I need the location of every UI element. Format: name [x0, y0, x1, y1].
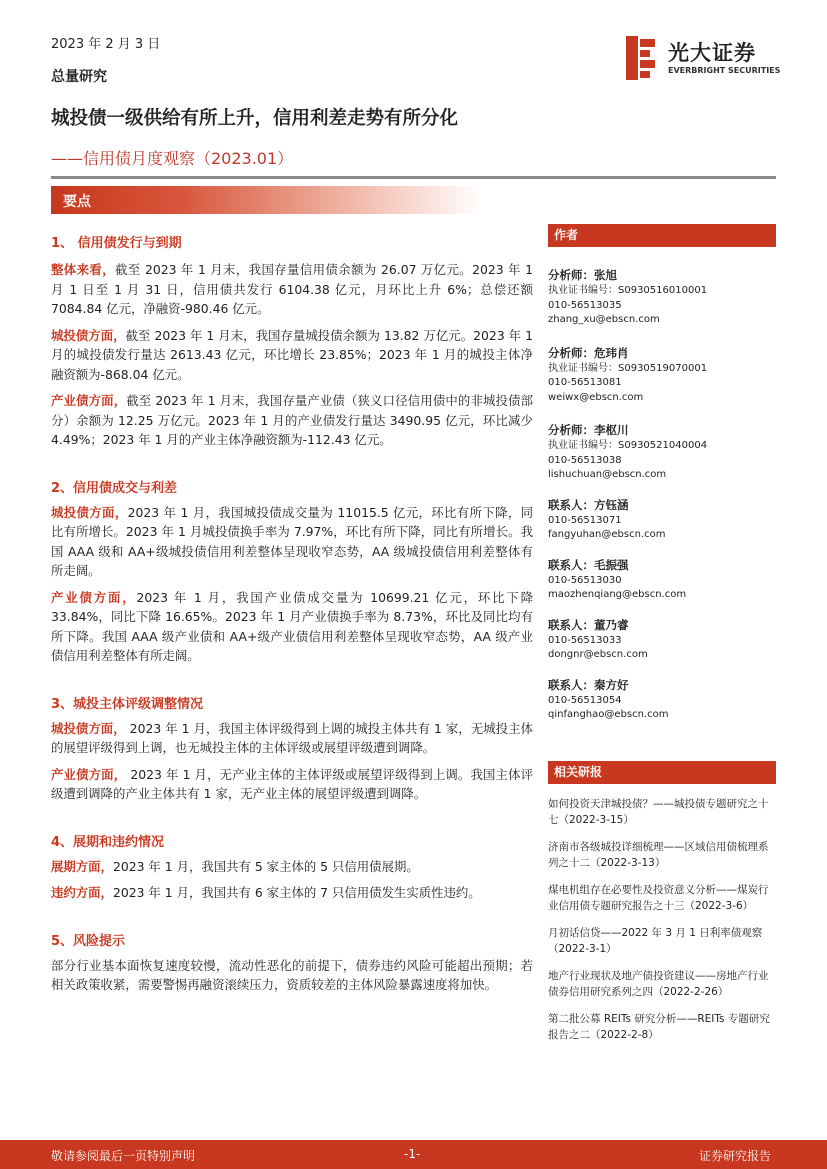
- paragraph-lead: 城投债方面，: [51, 327, 126, 343]
- related-report-link[interactable]: 月初话信贷——2022 年 3 月 1 日利率债观察（2022-3-1）: [548, 926, 763, 955]
- paragraph-text: 2023 年 1 月，我国城投债成交量为 11015.5 亿元，环比有所下降，同比有所增长。2023 年 1 月城投债换手率为 7.97%，环比有所下降，同比有所增长。我国 AAA 级和 AA+级城投债信用利差整体呈现收窄态势，AA 级城投债信用利差整体有所走阔。: [51, 504, 533, 578]
- contact-card: [548, 617, 776, 663]
- paragraph: [51, 765, 533, 804]
- section-heading: 2、信用债成交与利差: [51, 480, 178, 496]
- report-category: 总量研究: [51, 69, 107, 85]
- paragraph-lead: 城投债方面，: [51, 720, 126, 736]
- paragraph-lead: 违约方面，: [51, 885, 113, 900]
- section-heading: 4、展期和违约情况: [51, 834, 165, 850]
- contact-card: [548, 677, 776, 723]
- section: [51, 831, 533, 853]
- key-points-banner: [51, 186, 481, 214]
- author-phone: 010-56513038: [548, 454, 622, 466]
- banner-label: 要点: [63, 194, 91, 210]
- section-heading: 3、城投主体评级调整情况: [51, 696, 204, 712]
- section-heading: 1、 信用债发行与到期: [51, 236, 182, 251]
- related-report-link[interactable]: 地产行业现状及地产债投资建议——房地产行业债券信用研究系列之四（2022-2-26）: [548, 969, 769, 998]
- logo-subtext: EVERBRIGHT SECURITIES: [668, 66, 781, 75]
- footer-disclaimer[interactable]: 敬请参阅最后一页特别声明: [51, 1149, 196, 1163]
- sidebar: [548, 224, 776, 1044]
- section: [51, 232, 533, 254]
- author-card: [548, 345, 776, 406]
- contact-name: 联系人：董乃睿: [548, 617, 629, 632]
- paragraph-lead: 城投债方面，: [51, 504, 128, 520]
- paragraph: [51, 503, 533, 581]
- author-name: 分析师：李枢川: [548, 423, 629, 437]
- related-report-link[interactable]: 如何投资天津城投债？——城投债专题研究之十七（2022-3-15）: [548, 797, 769, 826]
- author-email[interactable]: weiwx@ebscn.com: [548, 391, 644, 403]
- logo-mark-icon: [626, 36, 658, 80]
- author-card: [548, 422, 776, 483]
- footer-label: 证券研究报告: [698, 1149, 771, 1163]
- paragraph-lead: 产业债方面，: [51, 589, 137, 605]
- author-phone: 010-56513035: [548, 299, 622, 311]
- paragraph-text: 2023 年 1 月，我国主体评级得到上调的城投主体共有 1 家，无城投主体的展望评级得到上调，也无城投主体的主体评级或展望评级遭到调降。: [51, 720, 533, 755]
- contact-phone: 010-56513030: [548, 574, 622, 586]
- paragraph-text: 截至 2023 年 1 月末，我国存量产业债（狭义口径信用债中的非城投债部分）余额为 12.25 万亿元。2023 年 1 月的产业债发行量达 3490.95 亿元，环比减少 4.49%；2023 年 1 月的产业主体净融资额为-112.43 亿元。: [51, 393, 534, 447]
- contact-phone: 010-56513054: [548, 694, 622, 706]
- section-heading: 5、风险提示: [51, 933, 126, 949]
- paragraph-text: 部分行业基本面恢复速度较慢，流动性恶化的前提下，债券违约风险可能超出预期；若相关政策收紧，需要警惕再融资滚续压力，资质较差的主体风险暴露速度将加快。: [51, 957, 533, 992]
- page-number: -1-: [404, 1147, 421, 1161]
- authors-heading: 作者: [548, 224, 776, 247]
- author-license: 执业证书编号：S0930516010001: [548, 285, 708, 296]
- paragraph-text: 2023 年 1 月，无产业主体的主体评级或展望评级得到上调。我国主体评级遭到调降的产业主体共有 1 家，无产业主体的展望评级遭到调降。: [51, 766, 534, 801]
- main-content: [51, 232, 533, 995]
- contact-name: 联系人：方钰涵: [548, 497, 629, 512]
- author-license: 执业证书编号：S0930521040004: [548, 440, 708, 451]
- paragraph: [51, 956, 533, 995]
- paragraph: [51, 719, 533, 758]
- section: [51, 693, 533, 715]
- paragraph: [51, 326, 533, 385]
- related-report-link[interactable]: 煤电机组存在必要性及投资意义分析——煤炭行业信用债专题研究报告之十三（2022-3-6）: [548, 883, 769, 912]
- contact-email[interactable]: qinfanghao@ebscn.com: [548, 709, 669, 720]
- paragraph: [51, 857, 533, 877]
- author-email[interactable]: zhang_xu@ebscn.com: [548, 314, 660, 325]
- contact-phone: 010-56513071: [548, 514, 622, 526]
- related-report-link[interactable]: 济南市各级城投详细梳理——区域信用债梳理系列之十二（2022-3-13）: [548, 840, 769, 869]
- contact-email[interactable]: dongnr@ebscn.com: [548, 649, 648, 660]
- report-date: 2023 年 2 月 3 日: [51, 37, 161, 52]
- paragraph-text: 2023 年 1 月，我国产业债成交量为 10699.21 亿元，环比下降 33.84%，同比下降 16.65%。2023 年 1 月产业债换手率为 8.73%，环比及同比均有所下降。我国 AAA 级产业债和 AA+级产业债信用利差整体呈现收窄态势，AA 级产业债信用利差整体有所走阔。: [51, 589, 534, 663]
- paragraph-lead: 产业债方面，: [51, 766, 127, 782]
- paragraph-lead: 整体来看，: [51, 262, 116, 277]
- author-license: 执业证书编号：S0930519070001: [548, 362, 708, 374]
- section: [51, 477, 533, 499]
- contact-name: 联系人：秦方好: [548, 677, 629, 692]
- paragraph-text: 2023 年 1 月，我国共有 5 家主体的 5 只信用债展期。: [112, 858, 419, 874]
- page-title: 城投债一级供给有所上升，信用利差走势有所分化: [51, 108, 459, 129]
- paragraph-lead: 展期方面，: [51, 858, 113, 874]
- author-name: 分析师：危玮肖: [548, 345, 629, 360]
- page-footer: [0, 1140, 827, 1169]
- contact-card: [548, 497, 776, 543]
- title-divider: [51, 176, 776, 179]
- author-name: 分析师：张旭: [548, 268, 617, 282]
- author-phone: 010-56513081: [548, 377, 622, 388]
- paragraph: [51, 588, 533, 666]
- contact-name: 联系人：毛振强: [548, 557, 629, 572]
- related-reports-heading: 相关研报: [548, 761, 776, 784]
- paragraph-lead: 产业债方面，: [51, 393, 127, 408]
- related-report-link[interactable]: 第二批公募 REITs 研究分析——REITs 专题研究报告之二（2022-2-8）: [548, 1012, 770, 1041]
- page-subtitle: ——信用债月度观察（2023.01）: [51, 149, 294, 168]
- contact-phone: 010-56513033: [548, 634, 622, 646]
- author-email[interactable]: lishuchuan@ebscn.com: [548, 469, 667, 480]
- paragraph: [51, 391, 533, 450]
- paragraph-text: 截至 2023 年 1 月末，我国存量城投债余额为 13.82 万亿元。2023 年 1 月的城投债发行量达 2613.43 亿元，环比增长 23.85%；2023 年 1 月的城投主体净融资额为-868.04 亿元。: [51, 327, 533, 382]
- brand-logo: [626, 36, 781, 80]
- paragraph-text: 2023 年 1 月，我国共有 6 家主体的 7 只信用债发生实质性违约。: [112, 885, 481, 900]
- paragraph: [51, 260, 533, 319]
- author-card: [548, 267, 776, 328]
- paragraph-text: 截至 2023 年 1 月末，我国存量信用债余额为 26.07 万亿元。2023 年 1 月 1 日至 1 月 31 日，信用债共发行 6104.38 亿元，月环比上升 6%；总偿还额 7084.84 亿元，净融资-980.46 亿元。: [51, 262, 533, 316]
- contact-email[interactable]: maozhenqiang@ebscn.com: [548, 589, 687, 600]
- contact-card: [548, 557, 776, 603]
- section: [51, 930, 533, 952]
- contact-email[interactable]: fangyuhan@ebscn.com: [548, 529, 666, 540]
- paragraph: [51, 883, 533, 903]
- logo-text: 光大证券: [668, 41, 756, 65]
